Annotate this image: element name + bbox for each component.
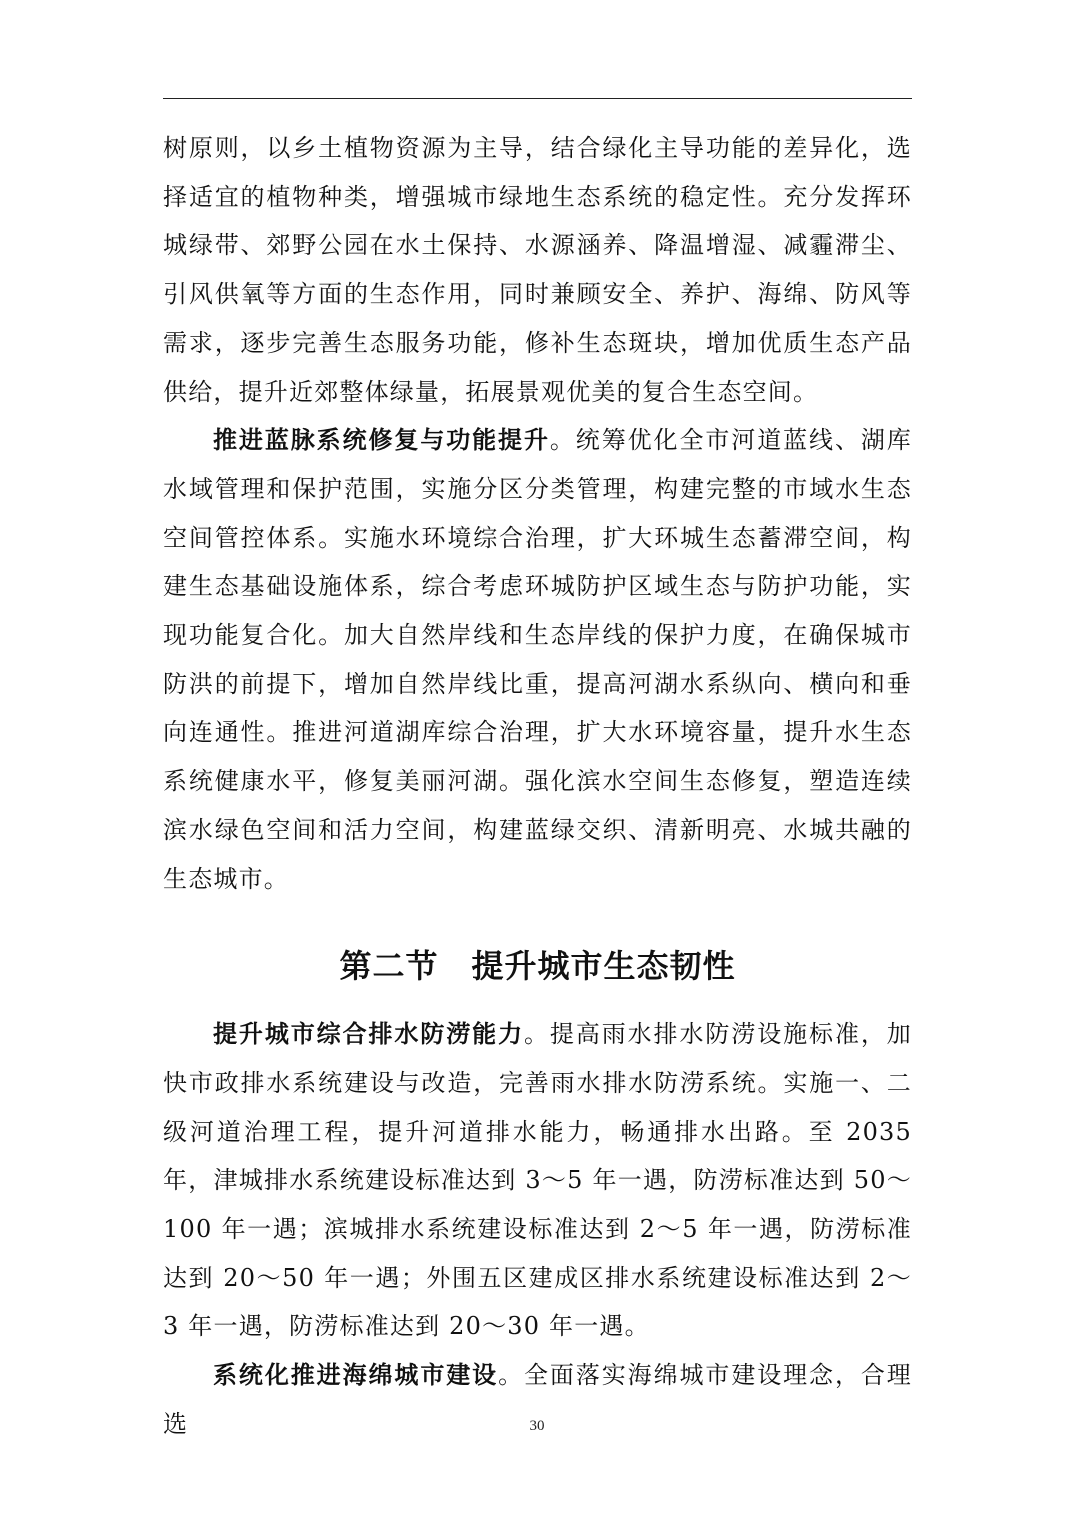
paragraph-text: 。统筹优化全市河道蓝线、湖库水域管理和保护范围，实施分区分类管理，构建完整的市域水生态空间管控体系。实施水环境综合治理，扩大环城生态蓄滞空间，构建生态基础设施体系，综合考虑环城防护区域生态与防护功能，实现功能复合化。加大自然岸线和生态岸线的保护力度，在确保城市防洪的前提下，增加自然岸线比重，提高河湖水系纵向、横向和垂向连通性。推进河道湖库综合治理，扩大水环境容量，提升水生态系统健康水平，修复美丽河湖。强化滨水空间生态修复，塑造连续滨水绿色空间和活力空间，构建蓝绿交织、清新明亮、水城共融的生态城市。 [163, 426, 912, 893]
paragraph-blue-vein [163, 416, 912, 903]
paragraph-text: 。全面落实海绵城市建设理念，合理选 [163, 1361, 913, 1438]
paragraph-drainage [163, 1010, 912, 1351]
paragraph-text: 树原则，以乡土植物资源为主导，结合绿化主导功能的差异化，选择适宜的植物种类，增强城市绿地生态系统的稳定性。充分发挥环城绿带、郊野公园在水土保持、水源涵养、降温增湿、减霾滞尘、引风供氧等方面的生态作用，同时兼顾安全、养护、海绵、防风等需求，逐步完善生态服务功能，修补生态斑块，增加优质生态产品供给，提升近郊整体绿量，拓展景观优美的复合生态空间。 [163, 134, 912, 406]
section-title: 第二节 提升城市生态韧性 [339, 947, 736, 986]
paragraph-tree-principle [163, 124, 912, 416]
paragraph-text: 。提高雨水排水防涝设施标准，加快市政排水系统建设与改造，完善雨水排水防涝系统。实施一、二级河道治理工程，提升河道排水能力，畅通排水出路。至 2035 年，津城排水系统建设标准达到 3～5 年一遇，防涝标准达到 50～100 年一遇；滨城排水系统建设标准达到 2～5 年一遇，防涝标准达到 20～50 年一遇；外围五区建成区排水系统建设标准达到 2～3 年一遇，防涝标准达到 20～30 年一遇。 [163, 1020, 912, 1341]
paragraph-lead-heading: 提升城市综合排水防涝能力 [213, 1020, 524, 1049]
header-rule [163, 98, 912, 99]
document-body [163, 124, 912, 1449]
paragraph-lead-heading: 系统化推进海绵城市建设 [213, 1361, 499, 1390]
page-number: 30 [529, 1418, 545, 1434]
paragraph-lead-heading: 推进蓝脉系统修复与功能提升 [213, 426, 550, 455]
